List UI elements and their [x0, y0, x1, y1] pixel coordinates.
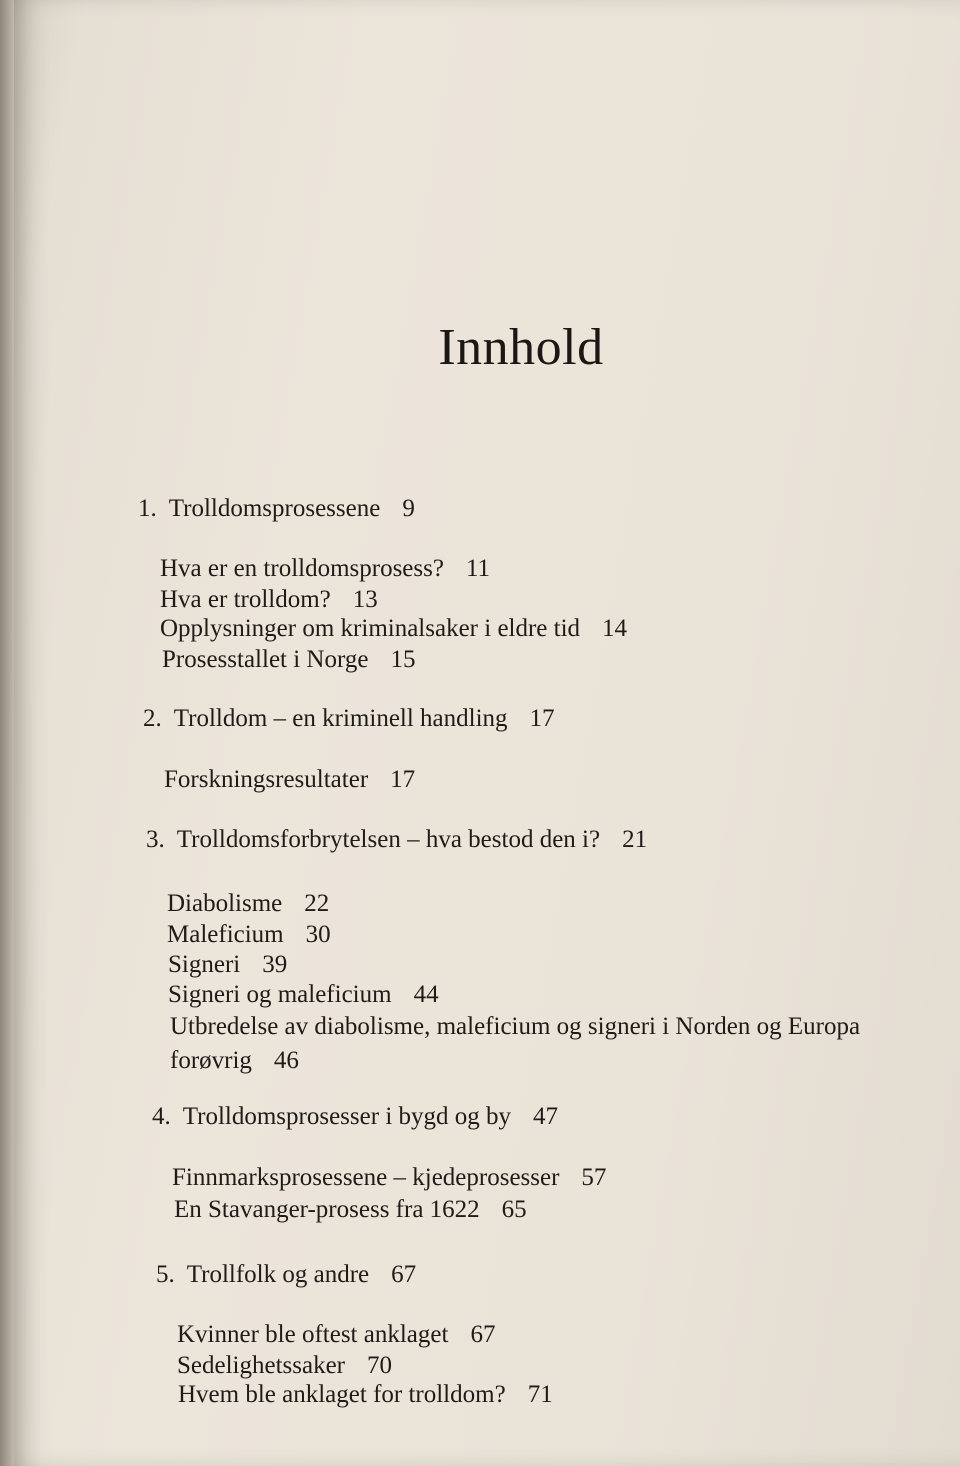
toc-section	[167, 889, 329, 919]
chapter-number: 5.	[156, 1261, 175, 1288]
section-page: 46	[273, 1047, 299, 1074]
toc-section	[167, 920, 331, 950]
section-title: Opplysninger om kriminalsaker i eldre tid	[160, 615, 581, 642]
chapter-title: Trolldomsprosessene	[168, 495, 381, 522]
toc-section	[178, 1380, 553, 1410]
section-page: 11	[465, 555, 491, 582]
section-page: 15	[390, 646, 416, 673]
chapter-title: Trollfolk og andre	[186, 1261, 370, 1288]
toc-section	[162, 645, 415, 675]
toc-section	[168, 980, 439, 1010]
toc-section	[177, 1320, 495, 1350]
toc-chapter-3	[146, 825, 647, 855]
page-title: Innhold	[438, 319, 604, 376]
section-page: 67	[470, 1321, 496, 1348]
toc-chapter-5	[156, 1260, 416, 1290]
toc-section	[172, 1163, 606, 1193]
section-page: 13	[352, 586, 378, 613]
section-title: Hvem ble anklaget for trolldom?	[178, 1381, 506, 1408]
chapter-title: Trolldom – en kriminell handling	[173, 705, 508, 732]
chapter-title: Trolldomsprosesser i bygd og by	[182, 1103, 512, 1130]
section-page: 39	[262, 951, 288, 978]
section-page: 14	[602, 615, 628, 642]
section-title: En Stavanger-prosess fra 1622	[174, 1196, 480, 1223]
section-title: Sedelighetssaker	[177, 1352, 346, 1379]
section-page: 17	[390, 766, 416, 793]
toc-section	[160, 614, 627, 644]
chapter-page: 47	[533, 1103, 559, 1130]
section-title: Kvinner ble oftest anklaget	[177, 1321, 449, 1348]
section-title: Maleficium	[167, 921, 284, 948]
toc-section	[174, 1195, 527, 1225]
toc-chapter-4	[152, 1102, 558, 1132]
toc-section	[168, 950, 287, 980]
section-page: 22	[304, 890, 330, 917]
section-page: 30	[305, 921, 331, 948]
section-page: 65	[501, 1196, 527, 1223]
chapter-page: 67	[391, 1261, 417, 1288]
section-title: Prosesstallet i Norge	[162, 646, 369, 673]
toc-section	[160, 554, 490, 584]
toc-section	[160, 585, 378, 615]
chapter-page: 17	[529, 705, 555, 732]
section-title: Signeri	[168, 951, 241, 978]
section-title: Finnmarksprosessene – kjedeprosesser	[172, 1164, 560, 1191]
section-title: Hva er en trolldomsprosess?	[160, 555, 444, 582]
chapter-title: Trolldomsforbrytelsen – hva bestod den i?	[176, 826, 601, 853]
section-page: 71	[527, 1381, 553, 1408]
section-page: 70	[367, 1352, 393, 1379]
toc-section	[170, 1010, 890, 1078]
chapter-number: 1.	[138, 495, 157, 522]
section-title: Signeri og maleficium	[168, 981, 392, 1008]
section-title: Diabolisme	[167, 890, 283, 917]
chapter-number: 4.	[152, 1103, 171, 1130]
toc-section	[177, 1351, 392, 1381]
chapter-page: 21	[622, 826, 648, 853]
section-title: Hva er trolldom?	[160, 586, 331, 613]
section-page: 44	[413, 981, 439, 1008]
section-page: 57	[581, 1164, 607, 1191]
section-title: Utbredelse av diabolisme, maleficium og signeri i Norden og Europa forøvrig	[170, 1013, 861, 1074]
toc-chapter-1	[138, 494, 415, 524]
toc-chapter-2	[143, 704, 555, 734]
chapter-page: 9	[402, 495, 415, 522]
chapter-number: 2.	[143, 705, 162, 732]
toc-section	[164, 765, 415, 795]
chapter-number: 3.	[146, 826, 165, 853]
section-title: Forskningsresultater	[164, 766, 369, 793]
